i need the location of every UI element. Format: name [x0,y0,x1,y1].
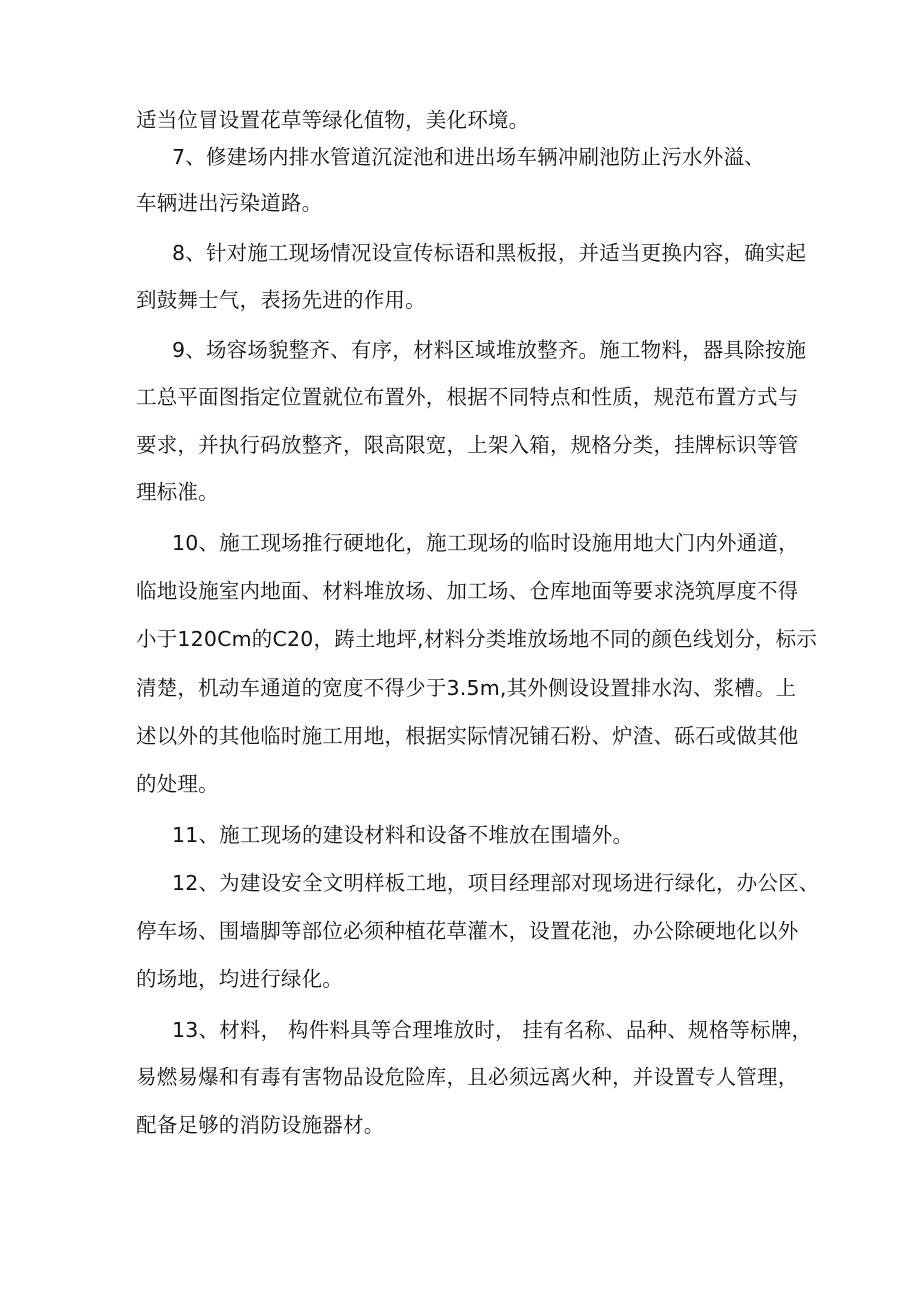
paragraph-10-line-3: 小于120Cm的C20，踌土地坪,材料分类堆放场地不同的颜色线划分，标示 [136,627,818,651]
paragraph-10-line-6: 的处理。 [136,772,219,796]
paragraph-7-line-1: 7、修建场内排水管道沉淀池和进出场车辆冲刷池防止污水外溢、 [172,145,765,169]
paragraph-8-line-2: 到鼓舞士气，表扬先进的作用。 [136,288,426,312]
paragraph-9-line-3: 要求，并执行码放整齐，限高限宽，上架入箱，规格分类，挂牌标识等管 [136,433,799,457]
paragraph-12-line-3: 的场地，均进行绿化。 [136,967,343,991]
paragraph-11-line-1: 11、施工现场的建设材料和设备不堆放在围墙外。 [172,823,634,847]
paragraph-12-line-2: 停车场、围墙脚等部位必须种植花草灌木，设置花池，办公除硬地化以外 [136,919,799,943]
paragraph-9-line-1: 9、场容场貌整齐、有序，材料区域堆放整齐。施工物料，器具除按施 [172,338,807,362]
paragraph-13-line-1: 13、材料， 构件料具等合理堆放时， 挂有名称、品种、规格等标牌， [172,1018,813,1042]
paragraph-13-line-2: 易燃易爆和有毒有害物品设危险库，且必须远离火种，并设置专人管理， [136,1065,799,1089]
paragraph-9-line-2: 工总平面图指定位置就位布置外，根据不同特点和性质，规范布置方式与 [136,385,799,409]
paragraph-7-line-2: 车辆进出污染道路。 [136,191,323,215]
paragraph-12-line-1: 12、为建设安全文明样板工地，项目经理部对现场进行绿化，办公区、 [172,871,820,895]
paragraph-10-line-1: 10、施工现场推行硬地化，施工现场的临时设施用地大门内外通道， [172,531,799,555]
paragraph-13-line-3: 配备足够的消防设施器材。 [136,1113,385,1137]
paragraph-9-line-4: 理标准。 [136,480,219,504]
paragraph-10-line-5: 述以外的其他临时施工用地，根据实际情况铺石粉、炉渣、砾石或做其他 [136,724,799,748]
paragraph-10-line-2: 临地设施室内地面、材料堆放场、加工场、仓库地面等要求浇筑厚度不得 [136,579,799,603]
paragraph-intro-line-1: 适当位冒设置花草等绿化值物，美化环境。 [136,108,530,132]
paragraph-10-line-4: 清楚，机动车通道的宽度不得少于3.5m,其外侧设设置排水沟、浆槽。上 [136,676,797,700]
paragraph-8-line-1: 8、针对施工现场情况设宣传标语和黑板报，并适当更换内容，确实起 [172,241,807,265]
